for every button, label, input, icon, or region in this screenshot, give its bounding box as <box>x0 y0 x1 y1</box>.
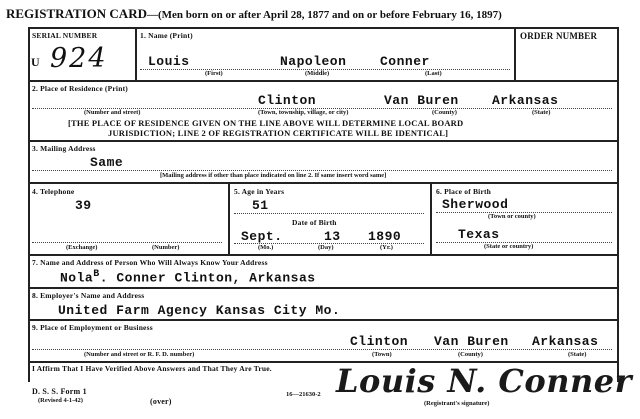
print-code: 16—21630-2 <box>286 391 321 398</box>
employer-value: United Farm Agency Kansas City Mo. <box>58 303 341 318</box>
date-of-birth-label: Date of Birth <box>292 218 337 227</box>
employment-state-caption: (State) <box>568 351 587 358</box>
birth-year-caption: (Yr.) <box>380 244 393 251</box>
middle-name-value: Napoleon <box>280 54 347 69</box>
residence-county-caption: (County) <box>432 109 457 116</box>
birthplace-label: 6. Place of Birth <box>436 187 492 196</box>
mailing-address-note: [Mailing address if other than place indicated on line 2. If same insert word same] <box>160 172 387 179</box>
residence-notice-line2: JURISDICTION; LINE 2 OF REGISTRATION CERTIFICATE WILL BE IDENTICAL] <box>108 128 449 138</box>
birth-month-value: Sept. <box>241 229 283 244</box>
employment-town-value: Clinton <box>350 334 409 349</box>
residence-town-value: Clinton <box>258 93 317 108</box>
employment-state-value: Arkansas <box>532 334 599 349</box>
residence-state-value: Arkansas <box>492 93 559 108</box>
serial-number-label: SERIAL NUMBER <box>32 31 98 40</box>
employer-label: 8. Employer's Name and Address <box>32 291 145 300</box>
contact-person-value <box>60 269 316 285</box>
birthplace-state-caption: (State or country) <box>484 243 534 250</box>
residence-street-caption: (Number and street) <box>84 109 141 116</box>
birthplace-state-value: Texas <box>458 227 500 242</box>
employment-place-label: 9. Place of Employment or Business <box>32 323 153 332</box>
card-subtitle: —(Men born on or after April 28, 1877 and on or before February 16, 1897) <box>146 9 502 21</box>
signature-caption: (Registrant's signature) <box>424 400 490 407</box>
card-title-text: REGISTRATION CARD <box>6 6 147 21</box>
form-number: D. S. S. Form 1 <box>32 387 87 396</box>
birth-day-caption: (Day) <box>318 244 334 251</box>
birth-year-value: 1890 <box>368 229 402 244</box>
age-label: 5. Age in Years <box>234 187 285 196</box>
mailing-address-value: Same <box>90 155 124 170</box>
registrant-signature: Louis N. Conner <box>336 362 632 400</box>
first-name-caption: (First) <box>205 70 223 77</box>
telephone-value: 39 <box>75 198 92 213</box>
name-label: 1. Name (Print) <box>140 31 193 40</box>
telephone-label: 4. Telephone <box>32 187 75 196</box>
serial-prefix: U <box>31 55 40 69</box>
mailing-address-label: 3. Mailing Address <box>32 144 96 153</box>
middle-name-caption: (Middle) <box>305 70 330 77</box>
birthplace-town-caption: (Town or county) <box>488 213 536 220</box>
telephone-number-caption: (Number) <box>152 244 180 251</box>
contact-initial: B <box>93 269 100 280</box>
contact-first-name: Nola <box>60 270 94 286</box>
affirmation-text: I Affirm That I Have Verified Above Answers and That They Are True. <box>32 364 272 373</box>
over-note: (over) <box>150 397 172 406</box>
age-value: 51 <box>252 198 269 213</box>
employment-county-value: Van Buren <box>434 334 509 349</box>
residence-county-value: Van Buren <box>384 93 459 108</box>
first-name-value: Louis <box>148 54 190 69</box>
birth-month-caption: (Mo.) <box>258 244 274 251</box>
birth-day-value: 13 <box>324 229 341 244</box>
employment-town-caption: (Town) <box>372 351 392 358</box>
last-name-caption: (Last) <box>425 70 442 77</box>
contact-person-label: 7. Name and Address of Person Who Will Always Know Your Address <box>32 258 268 267</box>
form-revision: (Revised 4-1-42) <box>38 397 83 404</box>
last-name-value: Conner <box>380 54 430 69</box>
birthplace-town-value: Sherwood <box>442 197 509 212</box>
employment-county-caption: (County) <box>458 351 483 358</box>
card-title <box>6 6 502 22</box>
residence-label: 2. Place of Residence (Print) <box>32 84 128 93</box>
residence-state-caption: (State) <box>532 109 551 116</box>
contact-name-rest: . Conner Clinton, Arkansas <box>99 270 316 286</box>
serial-number-value: 924 <box>50 43 108 74</box>
order-number-label: ORDER NUMBER <box>520 31 598 41</box>
employment-street-caption: (Number and street or R. F. D. number) <box>84 351 195 358</box>
residence-town-caption: (Town, township, village, or city) <box>258 109 349 116</box>
residence-notice-line1: [THE PLACE OF RESIDENCE GIVEN ON THE LINE ABOVE WILL DETERMINE LOCAL BOARD <box>68 118 464 128</box>
telephone-exchange-caption: (Exchange) <box>66 244 98 251</box>
